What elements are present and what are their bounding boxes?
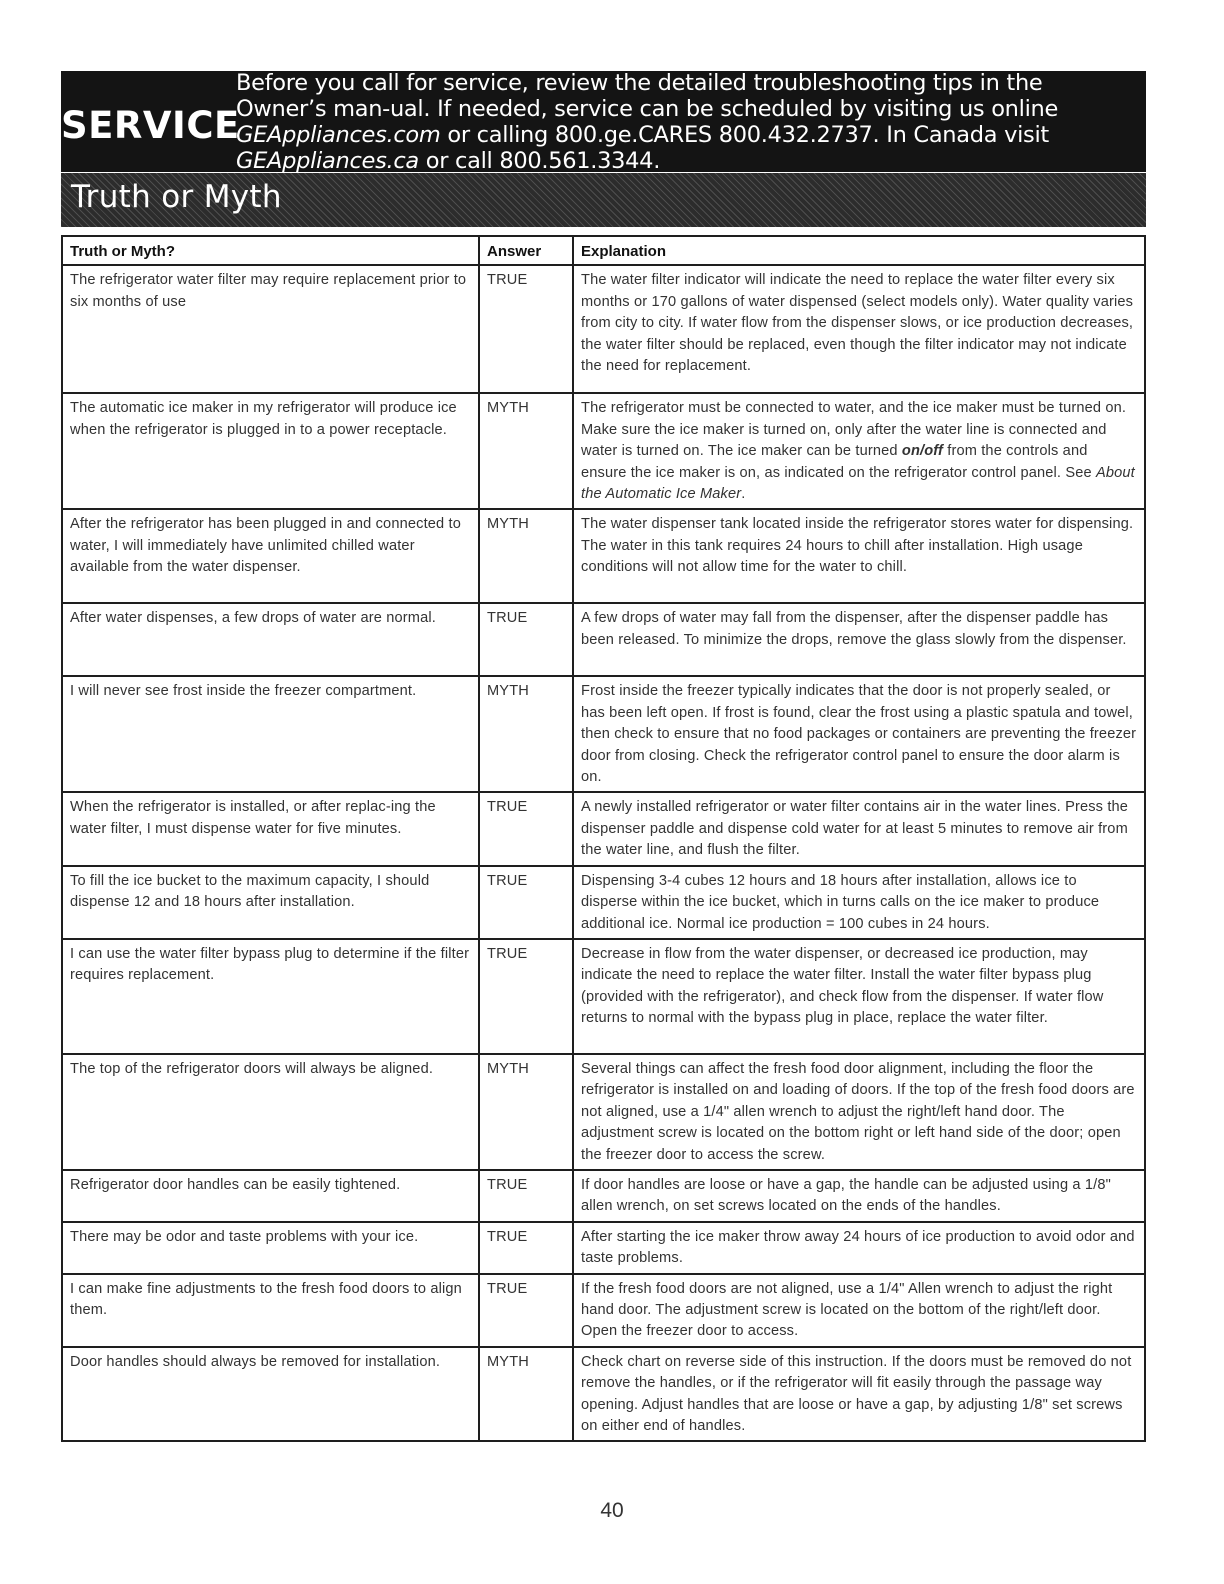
answer-cell: TRUE [479, 1222, 573, 1274]
explanation-text: from the controls and ensure the ice maker is on, as indicated on the refrigerator control panel. See [581, 443, 1096, 481]
explanation-cell: Several things can affect the fresh food door alignment, including the floor the refrigerator is installed on and loading of doors. If the top of the fresh food doors are not aligned, use a 1/4" allen wrench to adjust the right/left hand door. The adjustment screw is located on the bottom right or left hand side of the door; open the freezer door to access the screw. [573, 1054, 1145, 1170]
explanation-cell: If the fresh food doors are not aligned, use a 1/4" Allen wrench to adjust the right hand door. The adjustment screw is located on the bottom of the right/left door. Open the freezer door to access. [573, 1274, 1145, 1347]
statement-cell: Door handles should always be removed for installation. [62, 1347, 479, 1442]
answer-cell: TRUE [479, 1170, 573, 1222]
table-row [62, 792, 1145, 865]
statement-cell: After water dispenses, a few drops of water are normal. [62, 603, 479, 676]
explanation-cell: A newly installed refrigerator or water filter contains air in the water lines. Press the dispenser paddle and dispense cold water for at least 5 minutes to remove air from the water line, and flush the filter. [573, 792, 1145, 865]
section-title: Truth or Myth [71, 179, 282, 215]
answer-cell: TRUE [479, 603, 573, 676]
answer-cell: MYTH [479, 393, 573, 509]
service-text [236, 70, 1146, 174]
table-row [62, 939, 1145, 1054]
service-text-part-1: Before you call for service, review the detailed troubleshooting tips in the Owner’s man-ual. If needed, service can be scheduled by visiting us online [236, 69, 1059, 122]
explanation-cell: If door handles are loose or have a gap, the handle can be adjusted using a 1/8" allen wrench, on set screws located on the ends of the handles. [573, 1170, 1145, 1222]
header-statement: Truth or Myth? [62, 236, 479, 265]
service-text-part-3: or call 800.561.3344. [418, 147, 661, 174]
explanation-cell: Check chart on reverse side of this instruction. If the doors must be removed do not remove the handles, or if the refrigerator will fit easily through the passage way opening. Adjust handles that are loose or have a gap, by adjusting 1/8" set screws on either end of handles. [573, 1347, 1145, 1442]
table-row [62, 393, 1145, 509]
on-off-emphasis: on/off [901, 443, 944, 460]
truth-or-myth-table [61, 235, 1146, 1442]
explanation-cell: Dispensing 3-4 cubes 12 hours and 18 hours after installation, allows ice to disperse within the ice bucket, which in turns calls on the ice maker to produce additional ice. Normal ice production = 100 cubes in 24 hours. [573, 866, 1145, 939]
table-row [62, 1274, 1145, 1347]
table-row [62, 603, 1145, 676]
statement-cell: The top of the refrigerator doors will always be aligned. [62, 1054, 479, 1170]
explanation-text: . [741, 486, 746, 503]
service-banner [61, 71, 1146, 172]
statement-cell: After the refrigerator has been plugged in and connected to water, I will immediately have unlimited chilled water available from the water dispenser. [62, 509, 479, 603]
service-text-part-2: or calling 800.ge.CARES 800.432.2737. In Canada visit [440, 121, 1049, 148]
answer-cell: TRUE [479, 792, 573, 865]
service-label: SERVICE [61, 104, 240, 147]
explanation-text: The refrigerator must be connected to water, and the ice maker must be turned on. Make sure the ice maker is turned on, only after the water line is connected and water is turned on. The ice maker can be turned [581, 400, 1127, 460]
statement-cell: I will never see frost inside the freezer compartment. [62, 676, 479, 792]
answer-cell: TRUE [479, 939, 573, 1054]
explanation-cell: The water dispenser tank located inside the refrigerator stores water for dispensing. The water in this tank requires 24 hours to chill after installation. High usage conditions will not allow time for the water to chill. [573, 509, 1145, 603]
table-row [62, 1347, 1145, 1442]
explanation-cell: After starting the ice maker throw away 24 hours of ice production to avoid odor and taste problems. [573, 1222, 1145, 1274]
table-row [62, 1222, 1145, 1274]
statement-cell: There may be odor and taste problems with your ice. [62, 1222, 479, 1274]
statement-cell: The automatic ice maker in my refrigerator will produce ice when the refrigerator is plugged in to a power receptacle. [62, 393, 479, 509]
answer-cell: MYTH [479, 1054, 573, 1170]
table-row [62, 866, 1145, 939]
explanation-cell: A few drops of water may fall from the dispenser, after the dispenser paddle has been released. To minimize the drops, remove the glass slowly from the dispenser. [573, 603, 1145, 676]
statement-cell: Refrigerator door handles can be easily tightened. [62, 1170, 479, 1222]
answer-cell: TRUE [479, 866, 573, 939]
table-header-row [62, 236, 1145, 265]
answer-cell: MYTH [479, 509, 573, 603]
statement-cell: To fill the ice bucket to the maximum capacity, I should dispense 12 and 18 hours after installation. [62, 866, 479, 939]
table-row [62, 676, 1145, 792]
header-explanation: Explanation [573, 236, 1145, 265]
answer-cell: TRUE [479, 1274, 573, 1347]
statement-cell: I can use the water filter bypass plug to determine if the filter requires replacement. [62, 939, 479, 1054]
table-row [62, 265, 1145, 393]
statement-cell: When the refrigerator is installed, or after replac-ing the water filter, I must dispense water for five minutes. [62, 792, 479, 865]
answer-cell: MYTH [479, 1347, 573, 1442]
explanation-cell: The water filter indicator will indicate the need to replace the water filter every six months or 170 gallons of water dispensed (select models only). Water quality varies from city to city. If water flow from the dispenser slows, or ice production decreases, the water filter should be replaced, even though the filter indicator may not indicate the need for replacement. [573, 265, 1145, 393]
table-row [62, 1054, 1145, 1170]
page-number: 40 [600, 1499, 624, 1522]
explanation-cell: Frost inside the freezer typically indicates that the door is not properly sealed, or has been left open. If frost is found, clear the frost using a plastic spatula and towel, then check to ensure that no food packages or containers are preventing the freezer door from closing. Check the refrigerator control panel to ensure the door alarm is on. [573, 676, 1145, 792]
cross-reference: About the Automatic Ice Maker [581, 464, 1135, 503]
explanation-cell [573, 393, 1145, 509]
table-row [62, 1170, 1145, 1222]
header-answer: Answer [479, 236, 573, 265]
statement-cell: The refrigerator water filter may require replacement prior to six months of use [62, 265, 479, 393]
statement-cell: I can make fine adjustments to the fresh food doors to align them. [62, 1274, 479, 1347]
answer-cell: MYTH [479, 676, 573, 792]
explanation-cell: Decrease in flow from the water dispenser, or decreased ice production, may indicate the need to replace the water filter. Install the water filter bypass plug (provided with the refrigerator), and check flow from the dispenser. If water flow returns to normal with the bypass plug in place, replace the water filter. [573, 939, 1145, 1054]
section-header [61, 173, 1146, 227]
table-row [62, 509, 1145, 603]
us-website-link[interactable]: GEAppliances.com [236, 121, 441, 148]
answer-cell: TRUE [479, 265, 573, 393]
canada-website-link[interactable]: GEAppliances.ca [236, 147, 419, 174]
